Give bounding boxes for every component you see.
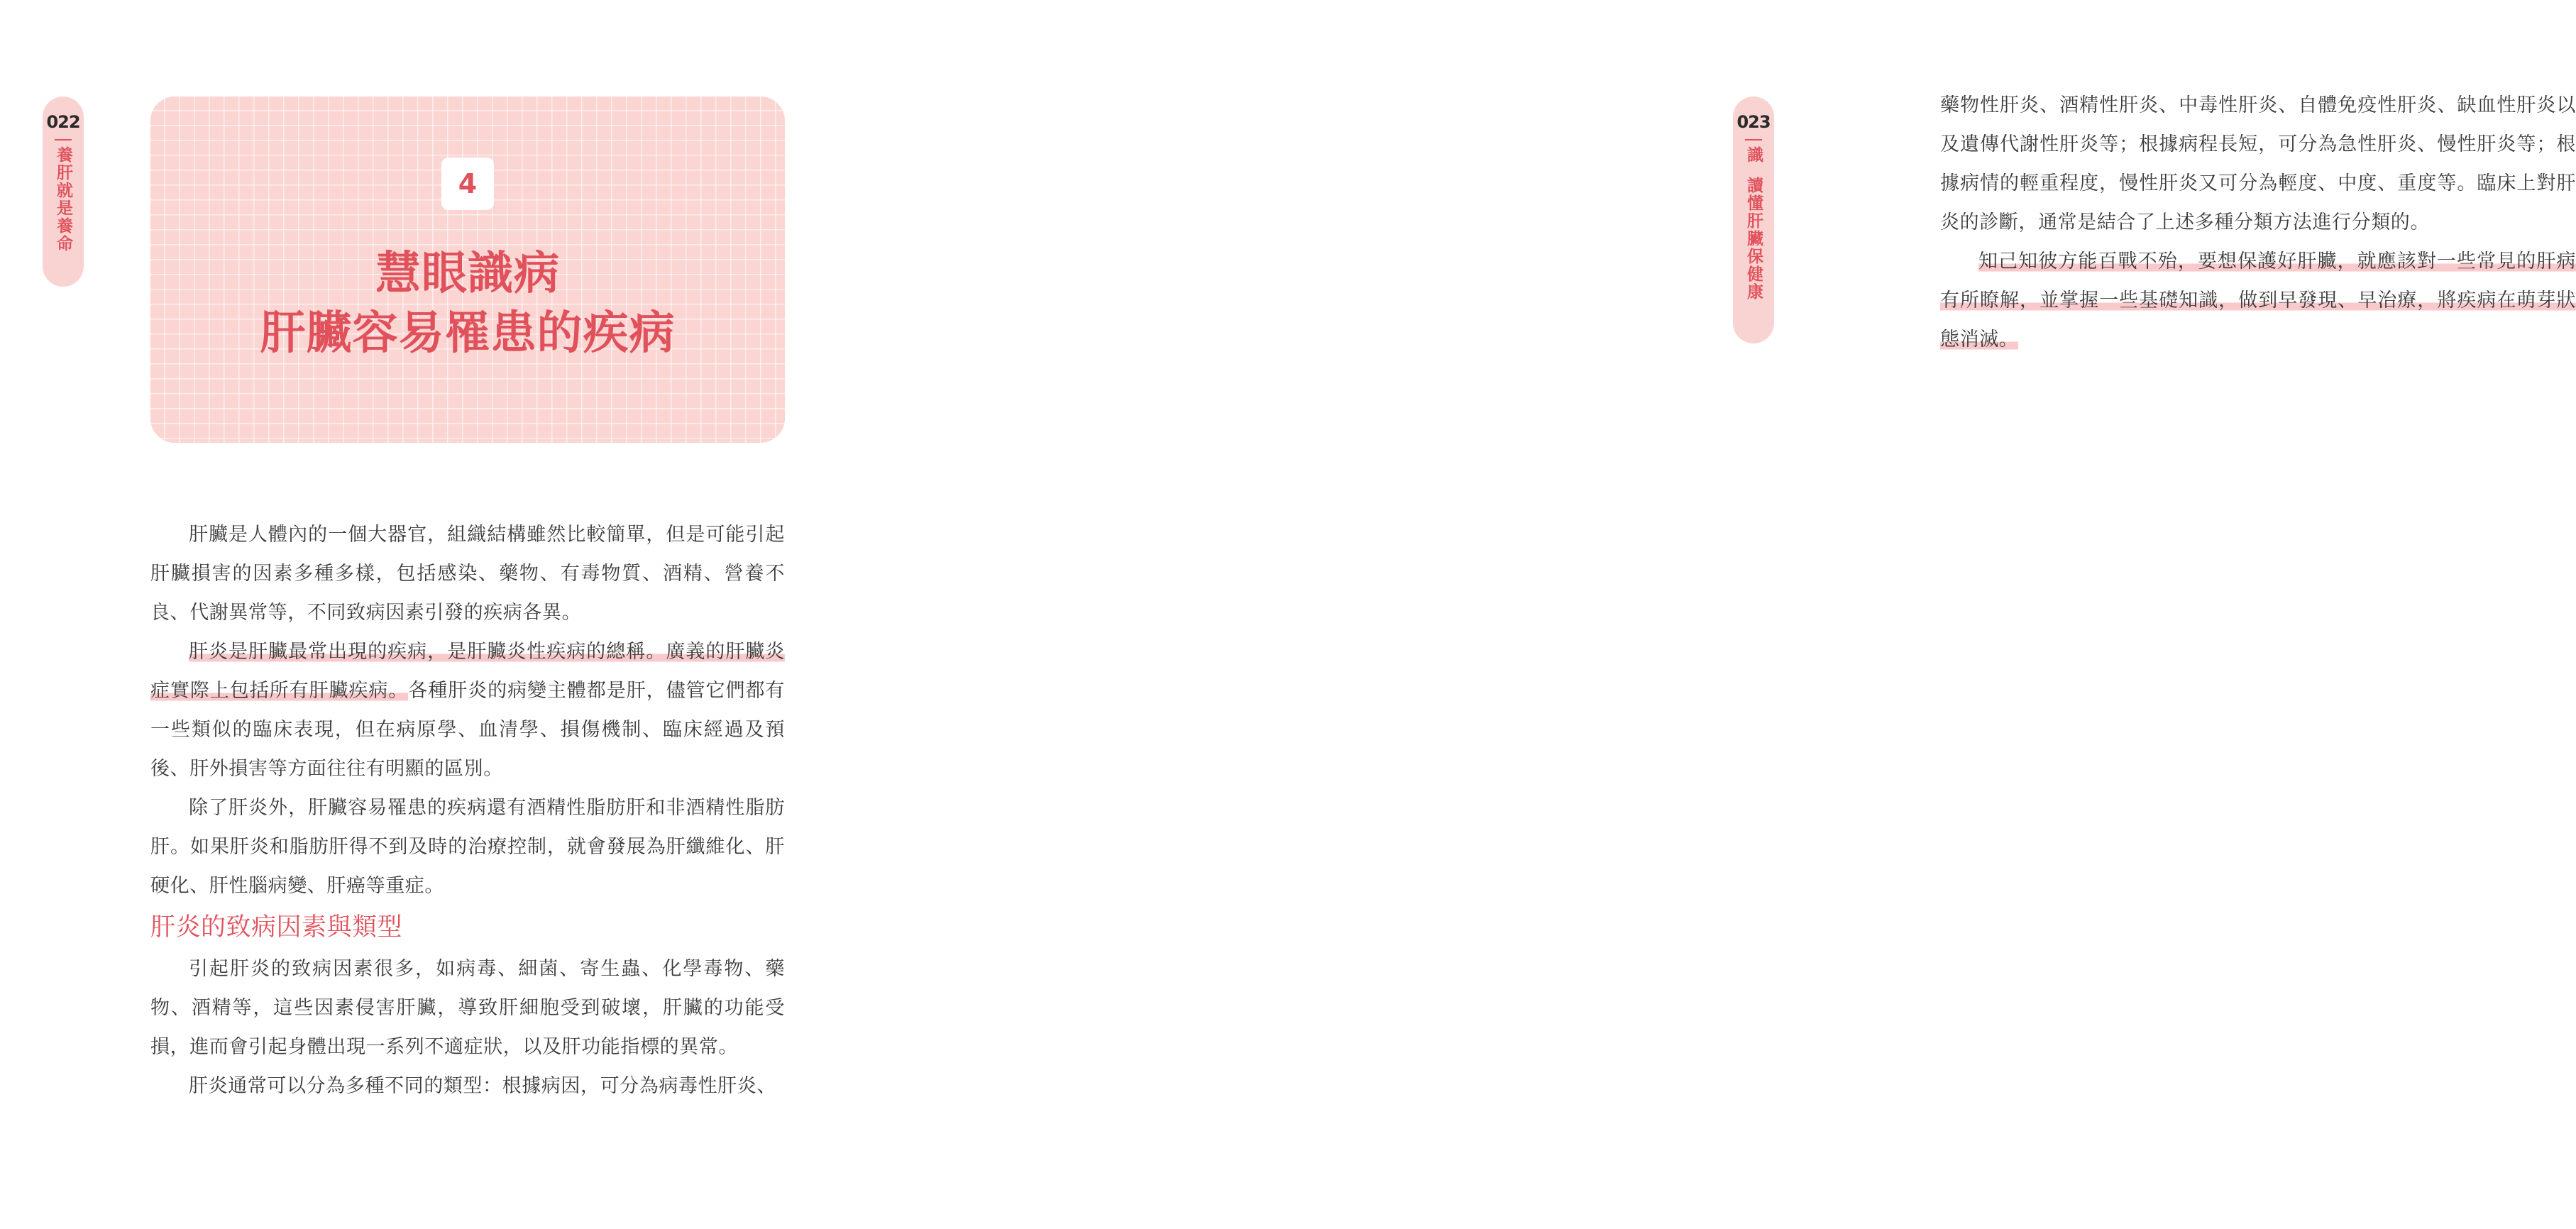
paragraph [150, 632, 785, 788]
highlighted-text: 肝炎是肝臟最常出現的疾病，是肝臟炎性疾病的總稱。廣義的肝臟炎症實際上包括所有肝臟疾病。 [150, 641, 785, 702]
paragraph: 除了肝炎外，肝臟容易罹患的疾病還有酒精性脂肪肝和非酒精性脂肪肝。如果肝炎和脂肪肝得不到及時的治療控制，就會發展為肝纖維化、肝硬化、肝性腦病變、肝癌等重症。 [150, 797, 785, 897]
highlighted-text: 知己知彼方能百戰不殆，要想保護好肝臟，就應該對一些常見的肝病有所瞭解，並掌握一些基礎知識，做到早發現、早治療，將疾病在萌芽狀態消滅。 [1940, 250, 2576, 351]
left-side-tab [43, 97, 84, 287]
tab-divider [1745, 139, 1762, 140]
side-book-title: 養肝就是養命 [54, 146, 72, 253]
chapter-title-line1: 慧眼識病 [375, 248, 560, 300]
page-number: 023 [1736, 112, 1771, 132]
paragraph: 藥物性肝炎、酒精性肝炎、中毒性肝炎、自體免疫性肝炎、缺血性肝炎以及遺傳代謝性肝炎等；根據病程長短，可分為急性肝炎、慢性肝炎等；根據病情的輕重程度，慢性肝炎又可分為輕度、中度、重度等。臨床上對肝炎的診斷，通常是結合了上述多種分類方法進行分類的。 [1940, 94, 2576, 233]
section-heading: 肝炎的致病因素與類型 [150, 913, 403, 942]
chapter-number: 4 [441, 158, 494, 210]
tab-divider [55, 139, 72, 140]
right-page [908, 0, 2576, 1229]
right-body-text [1940, 86, 2576, 359]
paragraph-text: 各種肝炎的病變主體都是肝，儘管它們都有一些類似的臨床表現，但在病原學、血清學、損傷機制、臨床經過及預後、肝外損害等方面往往有明顯的區別。 [150, 680, 785, 780]
paragraph [1940, 242, 2576, 359]
paragraph: 肝炎通常可以分為多種不同的類型：根據病因，可分為病毒性肝炎、 [189, 1075, 776, 1097]
side-section-title: 讀懂肝臟保健康 [1744, 177, 1763, 301]
chapter-title-line2: 肝臟容易罹患的疾病 [260, 307, 676, 360]
paragraph: 肝臟是人體內的一個大器官，組織結構雖然比較簡單，但是可能引起肝臟損害的因素多種多樣，包括感染、藥物、有毒物質、酒精、營養不良、代謝異常等，不同致病因素引發的疾病各異。 [150, 524, 785, 624]
right-side-tab [1733, 97, 1774, 343]
page-number: 022 [46, 112, 80, 132]
chapter-title-card [150, 97, 785, 443]
paragraph: 引起肝炎的致病因素很多，如病毒、細菌、寄生蟲、化學毒物、藥物、酒精等，這些因素侵害肝臟，導致肝細胞受到破壞，肝臟的功能受損，進而會引起身體出現一系列不適症狀，以及肝功能指標的異常。 [150, 958, 785, 1058]
side-section-marker: 識 [1744, 146, 1763, 164]
left-page [0, 0, 908, 1229]
left-body-text [150, 515, 785, 1106]
